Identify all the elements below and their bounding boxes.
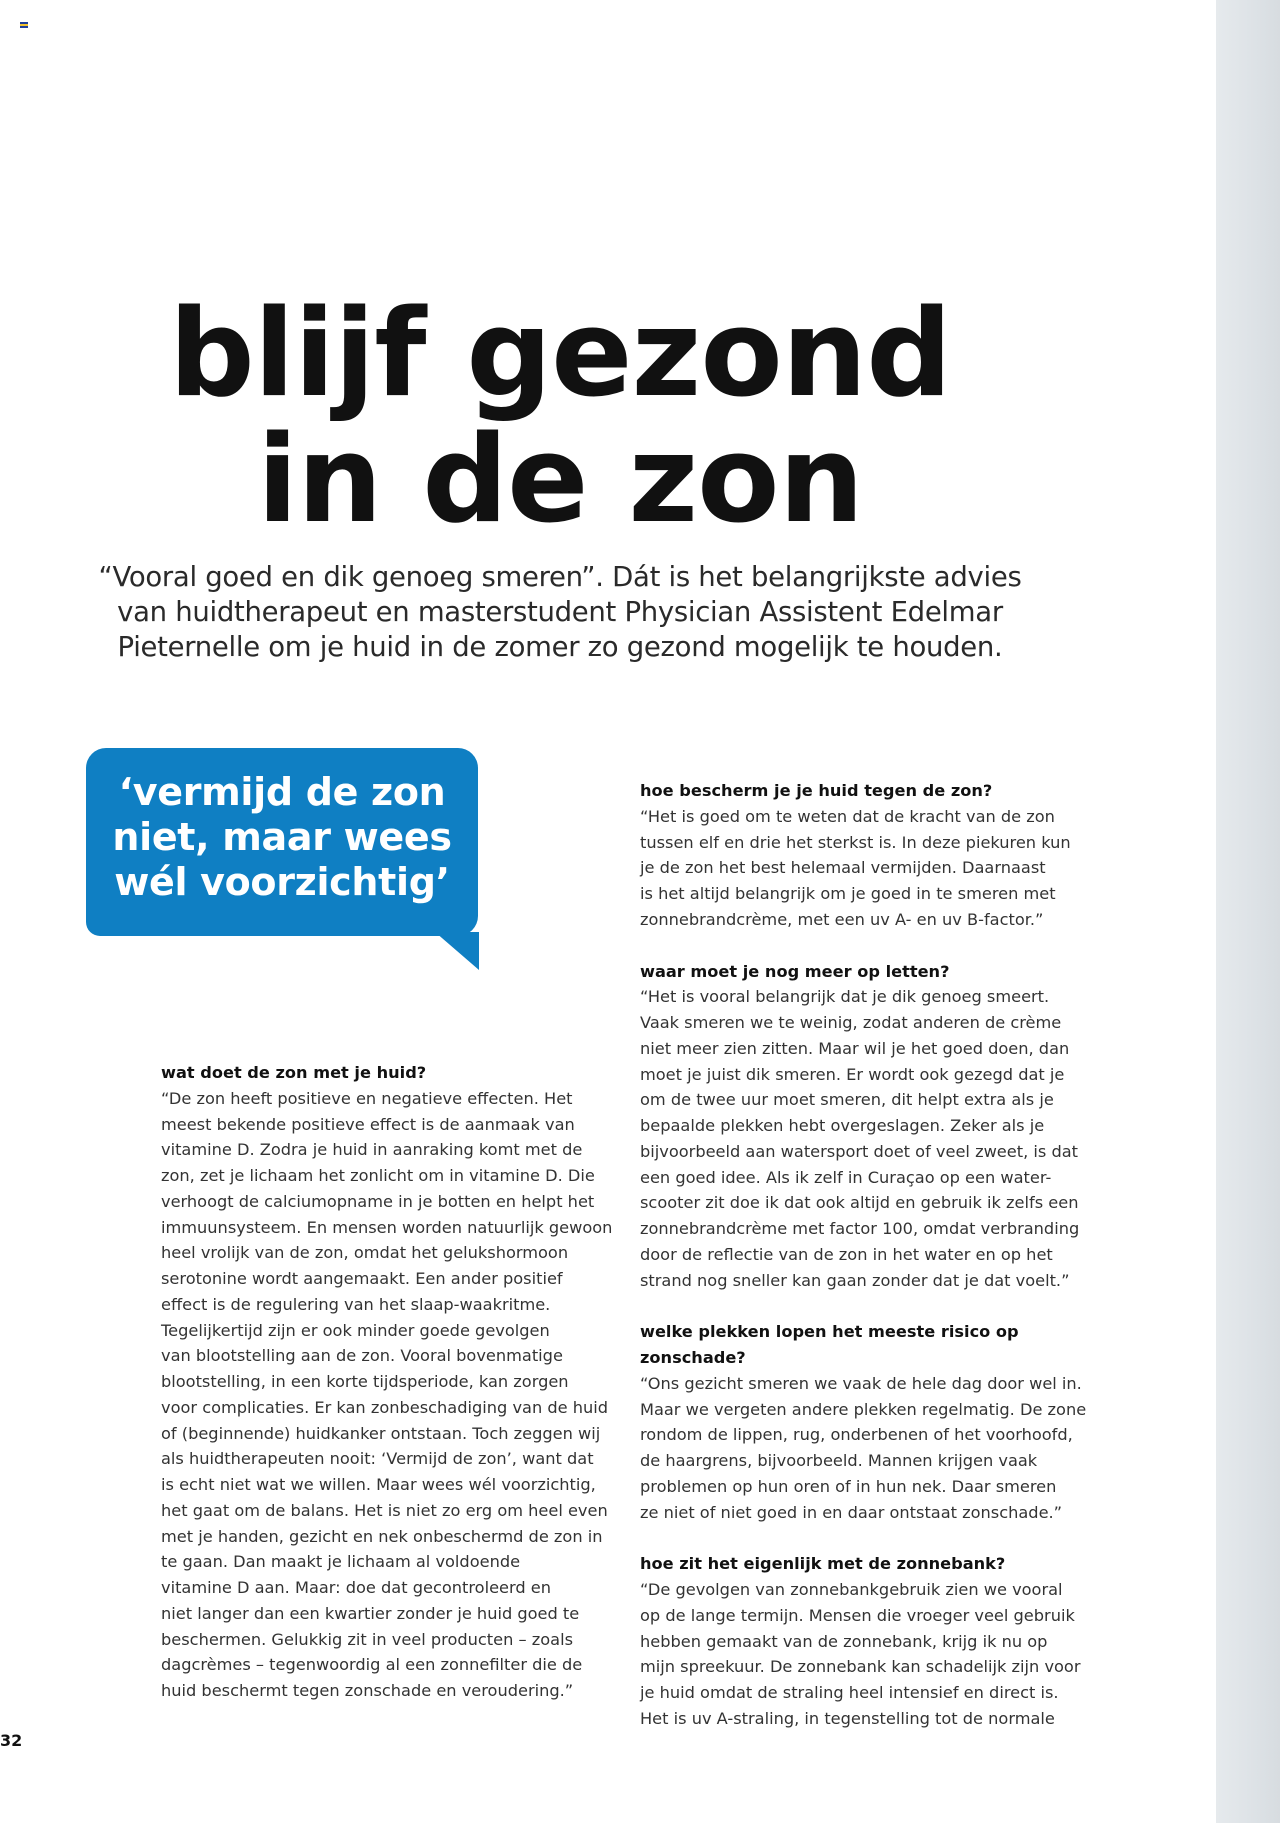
body-line: dagcrèmes – tegenwoordig al een zonnefilter die de: [161, 1655, 583, 1675]
body-line: “Ons gezicht smeren we vaak de hele dag door wel in.: [640, 1373, 1082, 1393]
pull-quote: [86, 770, 478, 905]
body-line: met je handen, gezicht en nek onbeschermd de zon in: [161, 1526, 603, 1546]
body-line: de haargrens, bijvoorbeeld. Mannen krijgen vaak: [640, 1451, 1038, 1470]
body-line: bepaalde plekken hebt overgeslagen. Zeker als je: [640, 1116, 1045, 1135]
pull-quote-line-2: niet, maar wees: [112, 815, 452, 859]
body-line: moet je juist dik smeren. Er wordt ook gezegd dat je: [640, 1064, 1065, 1084]
body-line: voor complicaties. Er kan zonbeschadiging van de huid: [161, 1397, 609, 1417]
page-edge-strip: [1216, 0, 1280, 1823]
section-body: [640, 984, 1100, 1293]
body-line: rondom de lippen, rug, onderbenen of het voorhoofd,: [640, 1425, 1073, 1445]
right-column: [640, 778, 1100, 1758]
body-line: Het is uv A-straling, in tegenstelling tot de normale: [640, 1708, 1055, 1728]
body-line: een goed idee. Als ik zelf in Curaçao op een water-: [640, 1167, 1052, 1187]
body-line: serotonine wordt aangemaakt. Een ander positief: [161, 1269, 563, 1288]
section-heading: hoe bescherm je je huid tegen de zon?: [640, 781, 993, 800]
body-line: vitamine D aan. Maar: doe dat gecontroleerd en: [161, 1578, 551, 1597]
body-line: te gaan. Dan maakt je lichaam al voldoende: [161, 1552, 521, 1572]
body-line: is echt niet wat we willen. Maar wees wél voorzichtig,: [161, 1475, 596, 1494]
body-line: “Het is goed om te weten dat de kracht van de zon: [640, 806, 1055, 826]
body-line: immuunsysteem. En mensen worden natuurlijk gewoon: [161, 1217, 613, 1237]
title-line-2: in de zon: [256, 411, 864, 550]
intro-line-3: Pieternelle om je huid in de zomer zo gezond mogelijk te houden.: [117, 631, 1003, 663]
article-section: [640, 778, 1100, 933]
section-heading: hoe zit het eigenlijk met de zonnebank?: [640, 1554, 1006, 1574]
body-line: problemen op hun oren of in hun nek. Daar smeren: [640, 1476, 1057, 1496]
body-line: heel vrolijk van de zon, omdat het gelukshormoon: [161, 1243, 569, 1263]
article-title: [80, 285, 1040, 550]
section-heading: wat doet de zon met je huid?: [161, 1063, 427, 1082]
intro-paragraph: [80, 560, 1040, 665]
article-section: [640, 1319, 1100, 1525]
body-line: of (beginnende) huidkanker ontstaan. Toch zeggen wij: [161, 1423, 601, 1443]
section-heading: waar moet je nog meer op letten?: [640, 961, 950, 981]
body-line: bijvoorbeeld aan watersport doet of veel zweet, is dat: [640, 1141, 1078, 1161]
body-line: blootstelling, in een korte tijdsperiode, kan zorgen: [161, 1372, 569, 1391]
section-body: [640, 804, 1100, 933]
body-line: huid beschermt tegen zonschade en veroudering.”: [161, 1681, 574, 1700]
pull-quote-line-3: wél voorzichtig’: [114, 860, 450, 904]
body-line: door de reflectie van de zon in het water en op het: [640, 1244, 1053, 1264]
flag-icon: [20, 22, 28, 28]
body-line: Vaak smeren we te weinig, zodat anderen de crème: [640, 1013, 1062, 1032]
section-heading: welke plekken lopen het meeste risico op zonschade?: [640, 1322, 1019, 1367]
article-section: [161, 1060, 616, 1704]
body-line: effect is de regulering van het slaap-waakritme.: [161, 1294, 551, 1314]
section-body: [640, 1577, 1100, 1732]
body-line: ze niet of niet goed in en daar ontstaat zonschade.”: [640, 1502, 1063, 1522]
body-line: zonnebrandcrème met factor 100, omdat verbranding: [640, 1219, 1080, 1238]
body-line: beschermen. Gelukkig zit in veel producten – zoals: [161, 1629, 574, 1649]
body-line: zon, zet je lichaam het zonlicht om in vitamine D. Die: [161, 1166, 595, 1185]
body-line: is het altijd belangrijk om je goed in te smeren met: [640, 884, 1056, 903]
intro-line-1: “Vooral goed en dik genoeg smeren”. Dát is het belangrijkste advies: [98, 561, 1022, 593]
intro-line-2: van huidtherapeut en masterstudent Physician Assistent Edelmar: [117, 596, 1003, 628]
body-line: je de zon het best helemaal vermijden. Daarnaast: [640, 858, 1046, 878]
left-column: [161, 1060, 616, 1730]
body-line: mijn spreekuur. De zonnebank kan schadelijk zijn voor: [640, 1657, 1081, 1677]
body-line: je huid omdat de straling heel intensief en direct is.: [640, 1683, 1059, 1702]
body-line: het gaat om de balans. Het is niet zo erg om heel even: [161, 1500, 608, 1520]
body-line: “Het is vooral belangrijk dat je dik genoeg smeert.: [640, 987, 1050, 1007]
pull-quote-line-1: ‘vermijd de zon: [118, 770, 446, 814]
body-line: “De gevolgen van zonnebankgebruik zien we vooral: [640, 1580, 1063, 1599]
page-number: 32: [0, 1731, 23, 1750]
article-section: [640, 959, 1100, 1294]
body-line: “De zon heeft positieve en negatieve effecten. Het: [161, 1088, 573, 1108]
article-section: [640, 1551, 1100, 1731]
body-line: van blootstelling aan de zon. Vooral bovenmatige: [161, 1346, 563, 1366]
body-line: als huidtherapeuten nooit: ‘Vermijd de zon’, want dat: [161, 1449, 594, 1469]
section-body: [640, 1371, 1100, 1526]
body-line: tussen elf en drie het sterkst is. In deze piekuren kun: [640, 832, 1071, 852]
body-line: op de lange termijn. Mensen die vroeger veel gebruik: [640, 1605, 1075, 1625]
section-body: [161, 1086, 616, 1704]
title-line-1: blijf gezond: [168, 285, 952, 424]
body-line: zonnebrandcrème, met een uv A- en uv B-factor.”: [640, 909, 1044, 929]
body-line: niet meer zien zitten. Maar wil je het goed doen, dan: [640, 1038, 1070, 1058]
body-line: Maar we vergeten andere plekken regelmatig. De zone: [640, 1399, 1087, 1419]
body-line: vitamine D. Zodra je huid in aanraking komt met de: [161, 1140, 583, 1160]
body-line: meest bekende positieve effect is de aanmaak van: [161, 1114, 575, 1134]
body-line: verhoogt de calciumopname in je botten en helpt het: [161, 1191, 595, 1211]
body-line: niet langer dan een kwartier zonder je huid goed te: [161, 1603, 580, 1623]
body-line: om de twee uur moet smeren, dit helpt extra als je: [640, 1090, 1054, 1110]
body-line: scooter zit doe ik dat ook altijd en gebruik ik zelfs een: [640, 1193, 1079, 1213]
body-line: hebben gemaakt van de zonnebank, krijg ik nu op: [640, 1631, 1048, 1651]
body-line: Tegelijkertijd zijn er ook minder goede gevolgen: [161, 1320, 550, 1340]
quote-bubble-tail: [435, 932, 479, 970]
body-line: strand nog sneller kan gaan zonder dat je dat voelt.”: [640, 1270, 1070, 1290]
